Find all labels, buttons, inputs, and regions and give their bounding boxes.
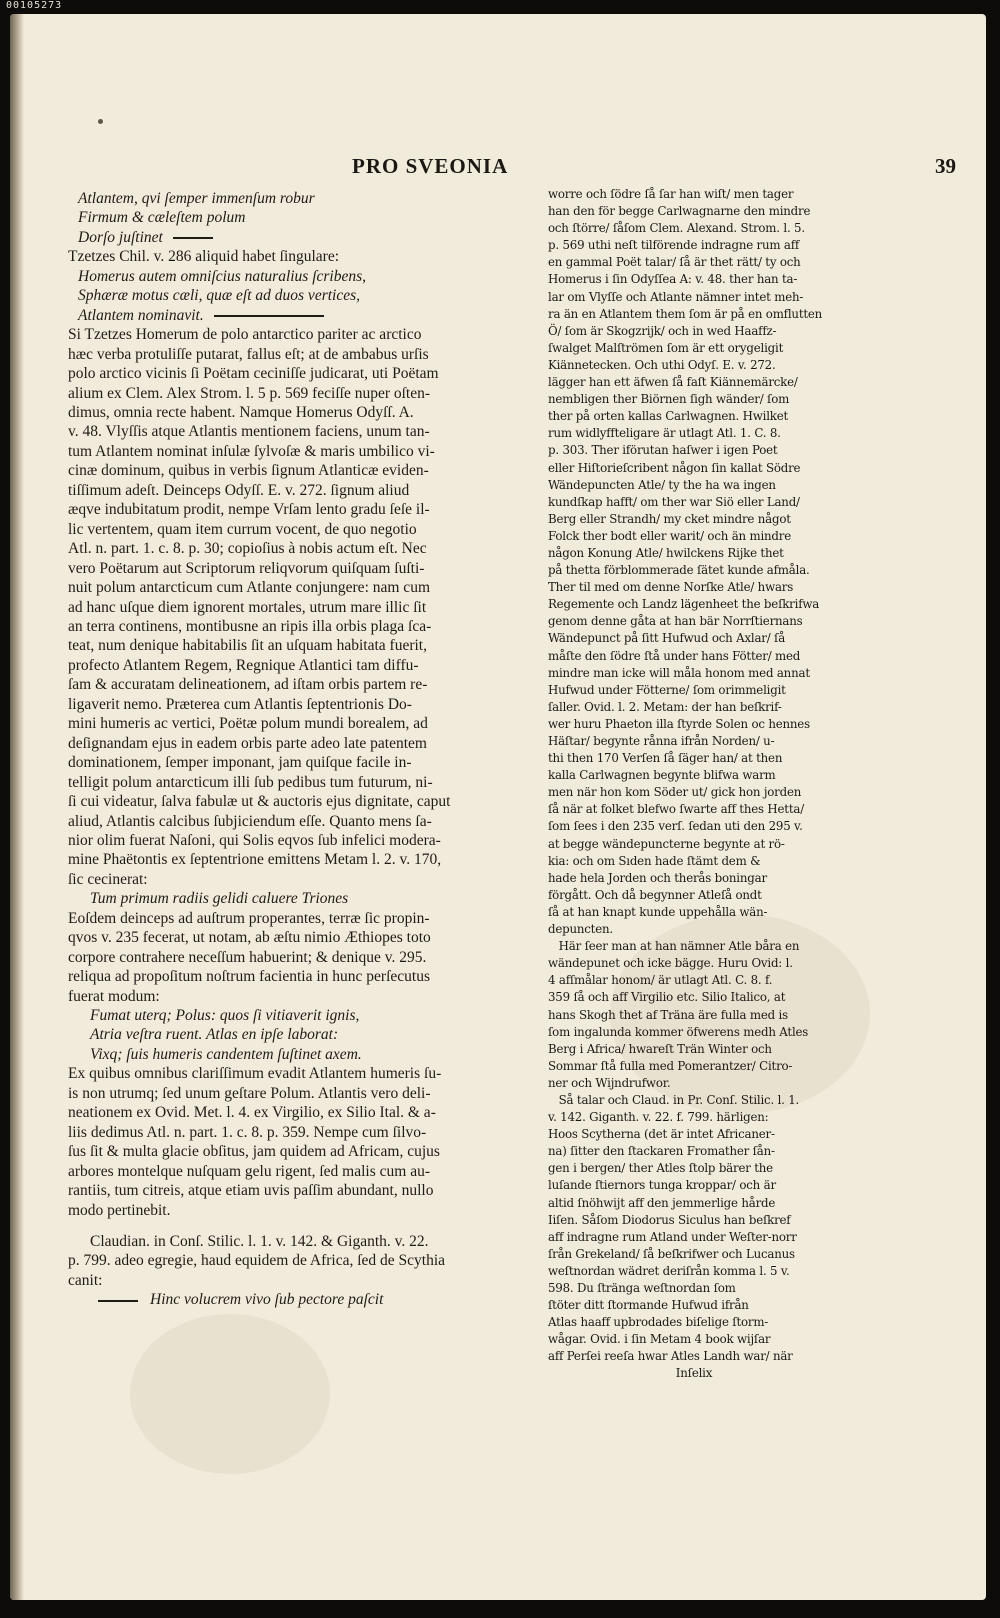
latin-text-line	[68, 1084, 541, 1103]
swedish-text-line: hade hela Jorden och therås boningar	[548, 870, 767, 885]
latin-verse-line	[68, 228, 541, 247]
swedish-text-line: Här ſeer man at han nämner Atle båra en	[548, 939, 800, 954]
latin-text-column	[68, 189, 541, 1310]
latin-text-line	[68, 1232, 541, 1251]
swedish-text-line: wändepunet och icke bägge. Huru Ovid: l.	[548, 956, 793, 971]
line-text: ſi cui videatur, ſalva fabulæ ut & auctoris ejus dignitate, caput	[68, 793, 451, 811]
latin-verse-line	[68, 306, 541, 325]
latin-text-line	[68, 598, 541, 617]
line-text: ſic cecinerat:	[68, 870, 148, 888]
latin-text-line	[68, 909, 541, 928]
latin-text-line	[68, 812, 541, 831]
swedish-text-line: Regemente och Landz lägenheet the beſkrifwa	[548, 597, 820, 612]
swedish-text-line: 598. Du ſtränga weſtnordan ſom	[548, 1281, 736, 1295]
swedish-text-line: ſom ſees i den 235 verſ. ſedan uti den 295 v.	[548, 819, 803, 834]
swedish-text-line: depuncten.	[548, 922, 613, 937]
line-text: corpore contrahere neceſſum habuerint; & denique v. 295.	[68, 948, 427, 966]
latin-text-line	[68, 364, 541, 383]
latin-text-line	[68, 987, 541, 1006]
line-text: vero Poëtarum aut Scriptorum reliqvorum quiſquam ſuſti-	[68, 559, 425, 577]
swedish-text-line: ther på orten kallas Carlwagnen. Hwilket	[548, 409, 789, 424]
line-text: canit:	[68, 1271, 103, 1289]
swedish-text-line: 4 afſmålar honom/ är utlagt Atl. C. 8. f.	[548, 973, 773, 988]
latin-text-line	[68, 578, 541, 597]
dash-rule	[173, 237, 213, 239]
line-text: profecto Atlantem Regem, Regnique Atlantici tam diffu-	[68, 656, 419, 674]
line-text: Atlantem nominavit.	[78, 306, 204, 324]
swedish-text-line: ſå at han knapt kunde uppehålla wän-	[548, 904, 768, 919]
latin-text-line	[68, 675, 541, 694]
swedish-text-line: wågar. Ovid. i ſin Metam 4 book wijſar	[548, 1332, 771, 1347]
line-text: is non utrumq; ſed unum geſtare Polum. Atlantis vero deli-	[68, 1084, 431, 1102]
swedish-text-line: Ther til med om denne Norſke Atle/ hwars	[548, 580, 794, 595]
dash-rule	[98, 1300, 138, 1302]
line-text: ſam & accuratam delineationem, ad iſtam orbis partem re-	[68, 676, 428, 694]
scan-id: 00105273	[6, 0, 63, 11]
swedish-text-line: förgått. Och då begynner Atleſå ondt	[548, 887, 762, 902]
line-text: Atlantem, qvi ſemper immenſum robur	[78, 190, 315, 207]
line-text: fuerat modum:	[68, 987, 160, 1005]
ink-speck	[98, 119, 103, 124]
line-text: Atl. n. part. 1. c. 8. p. 30; copioſius à nobis actum eſt. Nec	[68, 540, 427, 558]
swedish-text-line: weſtnordan wädret deriſrån komma l. 5 v.	[548, 1263, 790, 1278]
swedish-text-line: ſom ingalunda kommer öfwerens medh Atles	[548, 1024, 809, 1039]
latin-text-line	[68, 1201, 541, 1220]
latin-text-line	[68, 948, 541, 967]
latin-text-line	[68, 520, 541, 539]
line-text: mine Phaëtontis ex ſeptentrione emittens Metam l. 2. v. 170,	[68, 851, 442, 869]
swedish-text-line: Berg i Africa/ hwareſt Trän Winter och	[548, 1041, 772, 1056]
latin-text-line	[68, 1162, 541, 1181]
swedish-text-line: kundſkap hafft/ om ther war Siö eller Land/	[548, 494, 800, 509]
latin-text-line	[68, 656, 541, 675]
swedish-text-line: luſande ſtiernors tunga kroppar/ och är	[548, 1178, 776, 1193]
latin-text-line	[68, 1103, 541, 1122]
latin-text-line	[68, 1181, 541, 1200]
swedish-text-line: ſtöter ditt ſtormande Hufwud ifrån	[548, 1298, 749, 1313]
swedish-text-line: lar om Vlyſſe och Atlante nämner intet meh-	[548, 289, 804, 304]
latin-verse-line	[68, 1006, 541, 1025]
swedish-text-line: någon Konung Atle/ hwilckens Rijke thet	[548, 545, 784, 560]
line-text: neationem ex Ovid. Met. l. 4. ex Virgilio, ex Silio Ital. & a-	[68, 1104, 436, 1122]
line-text: Dorſo juſtinet	[78, 228, 163, 246]
swedish-text-line: worre och ſödre ſå ſar han wiſt/ men tager	[548, 187, 794, 201]
latin-text-line	[68, 325, 541, 344]
latin-text-line	[68, 559, 541, 578]
swedish-text-line: Folck ther bodt eller warit/ och än mindre	[548, 528, 791, 543]
line-text: Sphæræ motus cæli, quæ eſt ad duos vertices,	[78, 287, 361, 305]
line-text: ligaverit nemo. Præterea cum Atlantis ſeptentrionis Do-	[68, 695, 412, 713]
swedish-text-line: altid ſnöhwijt aff den jemmerlige hårde	[548, 1195, 776, 1210]
line-text: Fumat uterq; Polus: quos ſi vitiaverit ignis,	[90, 1007, 360, 1025]
swedish-text-line: Kiännetecken. Och uthi Odyſ. E. v. 272.	[548, 357, 776, 372]
swedish-text-line: at begge wändepuncterne begynte at rö-	[548, 836, 785, 851]
swedish-text-line: hans Skogh thet af Träna äre fulla med is	[548, 1007, 788, 1022]
line-text: cinæ dominum, quibus in verbis ſignum Atlanticæ eviden-	[68, 462, 429, 480]
latin-verse-line	[68, 1290, 541, 1309]
swedish-text-line: v. 142. Giganth. v. 22. f. 799. härligen:	[548, 1110, 769, 1125]
swedish-text-line: på thetta förblommerade ſätet kunde afmåla.	[548, 563, 810, 578]
line-text: teat, num denique habitabilis ſit an uſquam habitata fuerit,	[68, 637, 427, 655]
running-head: PRO SVEONIA	[352, 154, 509, 178]
line-text: tum Atlantem nominat inſulæ ſylvoſæ & maris umbilico vi-	[68, 442, 435, 460]
line-text: an terra continens, montibusne an ripis illa orbis plaga ſca-	[68, 617, 432, 635]
latin-text-line	[68, 1142, 541, 1161]
swedish-text-line: Hufwud under Fötterne/ ſom orimmeligit	[548, 682, 786, 697]
line-text: p. 799. adeo egregie, haud equidem de Africa, ſed de Scythia	[68, 1252, 446, 1270]
swedish-text-line: aff Perſei reeſa hwar Atles Landh war/ när	[548, 1349, 793, 1364]
swedish-text-line: p. 569 uthi neſt tilförende indragne rum aff	[548, 238, 800, 253]
latin-verse-line	[68, 889, 541, 908]
line-text: dimus, omnia recte habent. Namque Homerus Odyſſ. A.	[68, 403, 414, 421]
line-text: polo arctico vicinis ſi Poëtam ceciniſſe judicarat, uti Poëtam	[68, 365, 439, 383]
swedish-text-line: Hoos Scytherna (det är intet Africaner-	[548, 1127, 775, 1142]
line-text: modo pertinebit.	[68, 1201, 171, 1219]
line-text: arbores montelque nuſquam gelu rigent, ſed malis cum au-	[68, 1162, 430, 1180]
latin-text-line	[68, 773, 541, 792]
swedish-text-line: Atlas haaff upbrodades biſelige ſtorm-	[548, 1315, 769, 1330]
swedish-text-line: rum widlyfftеligare är utlagt Atl. 1. C. 8.	[548, 426, 781, 441]
swedish-text-line: ner och Wijndrufwor.	[548, 1075, 671, 1090]
swedish-text-line: Häſtar/ begynte rånna ifrån Norden/ u-	[548, 734, 775, 748]
swedish-text-line: aff indragne rum Atland under Weſter-norr	[548, 1229, 797, 1244]
swedish-text-line: ſwalget Malſtrömen ſom är ett orygeligit	[548, 340, 784, 355]
swedish-text-line: p. 303. Ther iförutan haſwer i igen Poet	[548, 443, 778, 458]
latin-verse-line	[68, 1045, 541, 1064]
latin-verse-line	[68, 189, 541, 208]
swedish-text-line: lägger han ett äfwen ſå faſt Kiännemärcke/	[548, 375, 798, 390]
latin-text-line	[68, 422, 541, 441]
line-text: hæc verba protuliſſe putarat, fallus eſt; at de ambabus urſis	[68, 345, 429, 363]
latin-text-line	[68, 481, 541, 500]
swedish-text-line: ra än en Atlantem them ſom är på en omflutten	[548, 306, 823, 321]
latin-text-line	[68, 247, 541, 266]
line-text: Tzetzes Chil. v. 286 aliquid habet ſingulare:	[68, 248, 340, 266]
line-text: reliqua ad propoſitum noſtrum facientia in hunc perſecutus	[68, 968, 430, 986]
swedish-text-line: Inſelix	[548, 1366, 713, 1381]
line-text: rantiis, tum citreis, atque etiam uvis paſſim abundant, nullo	[68, 1182, 434, 1200]
swedish-text-line: men när hon kom Söder ut/ gick hon jorden	[548, 785, 802, 800]
swedish-text-line: genom denne gåta at han bär Norrſtiernans	[548, 614, 803, 629]
page-number: 39	[935, 154, 956, 178]
line-text: dominationem, ſemper imponant, jam quiſque facile in-	[68, 754, 412, 772]
latin-text-line	[68, 345, 541, 364]
swedish-text-line: Berg eller Strandh/ my cket mindre något	[548, 511, 791, 526]
swedish-text-line: Wändepuncten Atle/ ty the ha wa ingen	[548, 477, 776, 492]
latin-text-line	[68, 461, 541, 480]
latin-verse-line	[68, 208, 541, 227]
line-text: Tum primum radiis gelidi caluere Triones	[90, 890, 349, 908]
line-text: aliud, Atlantis calcibus ſubjiciendum eſſe. Quanto mens ſa-	[68, 812, 432, 830]
line-text: æqve indubitatum prodit, nempe Vrſam lento gradu ſeſe il-	[68, 501, 430, 519]
swedish-text-line: 359 ſå och aff Virgilio etc. Silio Italico, at	[548, 990, 786, 1005]
swedish-text-line: han den för begge Carlwagnarne den mindre	[548, 204, 811, 219]
latin-text-line	[68, 1251, 541, 1270]
latin-text-line	[68, 850, 541, 869]
latin-text-line	[68, 753, 541, 772]
line-text: alium ex Clem. Alex Strom. l. 5 p. 569 feciſſe nuper oſten-	[68, 384, 431, 402]
swedish-text-line: ſaller. Ovid. l. 2. Metam: der han beſkrif-	[548, 699, 782, 714]
swedish-text-line: mindre man icke will måla honom med annat	[548, 665, 810, 680]
swedish-text-line: måſte den ſödre ſtå under hans Fötter/ med	[548, 648, 801, 663]
swedish-text-line: wer huru Phaeton illa ſtyrde Solen oc hennes	[548, 716, 810, 731]
latin-text-line	[68, 636, 541, 655]
latin-text-line	[68, 617, 541, 636]
swedish-text-line: thi then 170 Verſen ſå ſäger han/ at then	[548, 751, 783, 766]
latin-verse-line	[68, 286, 541, 305]
latin-text-line	[68, 500, 541, 519]
line-text: Homerus autem omniſcius naturalius ſcribens,	[78, 267, 367, 285]
line-text: Atria veſtra ruent. Atlas en ipſe laborat:	[90, 1026, 339, 1044]
swedish-text-line: ſå när at folket blefwo ſwarte aff thes Hetta/	[548, 802, 804, 817]
line-text: deſignandam ejus in eadem orbis parte adeo late patentem	[68, 734, 427, 752]
facing-page-edge	[10, 254, 22, 1574]
swedish-text-line: Så talar och Claud. in Pr. Conſ. Stilic. l. 1.	[548, 1092, 800, 1107]
latin-text-line	[68, 695, 541, 714]
latin-text-line	[68, 831, 541, 850]
swedish-text-line: kalla Carlwagnen begynte blifwa warm	[548, 768, 776, 783]
latin-verse-line	[68, 1025, 541, 1044]
line-text: Claudian. in Conſ. Stilic. l. 1. v. 142. & Giganth. v. 22.	[90, 1233, 429, 1251]
line-text: tiſſimum adeſt. Deinceps Odyſſ. E. v. 272. ſignum aliud	[68, 481, 410, 499]
swedish-text-line: Sommar ſtå fulla med Pomerantzer/ Citro-	[548, 1058, 793, 1073]
paper-stain	[130, 1314, 330, 1474]
swedish-text-line: nembligen ther Biörnen ſigh wänder/ ſom	[548, 392, 790, 407]
line-text: liis dedimus Atl. n. part. 1. c. 8. p. 359. Nempe cum ſilvo-	[68, 1123, 427, 1141]
swedish-text-line: Iiſen. Såſom Diodorus Siculus han beſkref	[548, 1212, 791, 1227]
line-text: nior olim fuerat Naſoni, qui Solis eqvos ſub infelici modera-	[68, 831, 441, 849]
dash-rule	[214, 315, 324, 317]
latin-text-line	[68, 870, 541, 889]
line-text: Eoſdem deinceps ad auſtrum properantes, terræ ſic propin-	[68, 909, 430, 927]
swedish-text-line: kia: och om Sıden hade ſtämt dem &	[548, 853, 761, 868]
latin-text-line	[68, 384, 541, 403]
latin-text-line	[68, 1064, 541, 1083]
latin-text-line	[68, 714, 541, 733]
swedish-text-column	[548, 186, 860, 1383]
swedish-text-line: Ö/ ſom är Skogzrijk/ och in wed Haaffz-	[548, 323, 777, 338]
line-text: Vixq; ſuis humeris candentem ſuſtinet axem.	[90, 1045, 362, 1063]
latin-text-line	[68, 539, 541, 558]
swedish-text-line: Wändepunct på ſitt Hufwud och Axlar/ ſå	[548, 631, 786, 646]
book-page	[10, 14, 986, 1600]
latin-text-line	[68, 928, 541, 947]
latin-verse-line	[68, 267, 541, 286]
line-text: Si Tzetzes Homerum de polo antarctico pariter ac arctico	[68, 326, 422, 344]
line-text: v. 48. Vlyſſis atque Atlantis mentionem faciens, unum tan-	[68, 423, 430, 441]
line-text: Ex quibus omnibus clariſſimum evadit Atlantem humeris ſu-	[68, 1065, 442, 1083]
latin-text-line	[68, 1220, 541, 1232]
latin-text-line	[68, 792, 541, 811]
latin-text-line	[68, 1123, 541, 1142]
line-text: lic vertentem, quam item currum vocent, de quo negotio	[68, 520, 417, 538]
line-text: Hinc volucrem vivo ſub pectore paſcit	[150, 1291, 384, 1309]
latin-text-line	[68, 967, 541, 986]
line-text: ad hanc uſque diem ignorent mortales, utrum mare illic ſit	[68, 598, 427, 616]
swedish-text-line: gen i bergen/ ther Atles ſtolp bärer the	[548, 1161, 773, 1176]
swedish-text-line: en gammal Poët talar/ ſå är thet rätt/ ty och	[548, 255, 801, 270]
swedish-text-line: ſrån Grekeland/ ſå beſkrifwer och Lucanus	[548, 1246, 795, 1261]
latin-text-line	[68, 442, 541, 461]
line-text: telligit polum antarcticum illi ſub pedibus tum futurum, ni-	[68, 773, 433, 791]
latin-text-line	[68, 1271, 541, 1290]
swedish-text-line: na) ſitter den ſtackaren Fromather ſån-	[548, 1144, 775, 1159]
line-text: mini humeris ac vertici, Poëtæ polum mundi borealem, ad	[68, 715, 428, 733]
line-text: ſus ſit & multa glacie obſitus, jam quidem ad Africam, cujus	[68, 1143, 440, 1161]
swedish-text-line: och ſtörre/ ſåſom Clem. Alexand. Strom. l. 5.	[548, 221, 805, 236]
swedish-text-line: eller Hiſtorieſcribent någon ſin kallat Södre	[548, 460, 801, 475]
line-text: Firmum & cæleſtem polum	[78, 209, 246, 227]
latin-text-line	[68, 403, 541, 422]
swedish-text-line: Homerus i ſin Odyſſea A: v. 48. ther han ta-	[548, 272, 798, 287]
line-text: nuit polum antarcticum cum Atlante conjungere: nam cum	[68, 579, 430, 597]
latin-text-line	[68, 734, 541, 753]
line-text: qvos v. 235 fecerat, ut notam, ab æſtu nimio Æthiopes toto	[68, 929, 431, 947]
